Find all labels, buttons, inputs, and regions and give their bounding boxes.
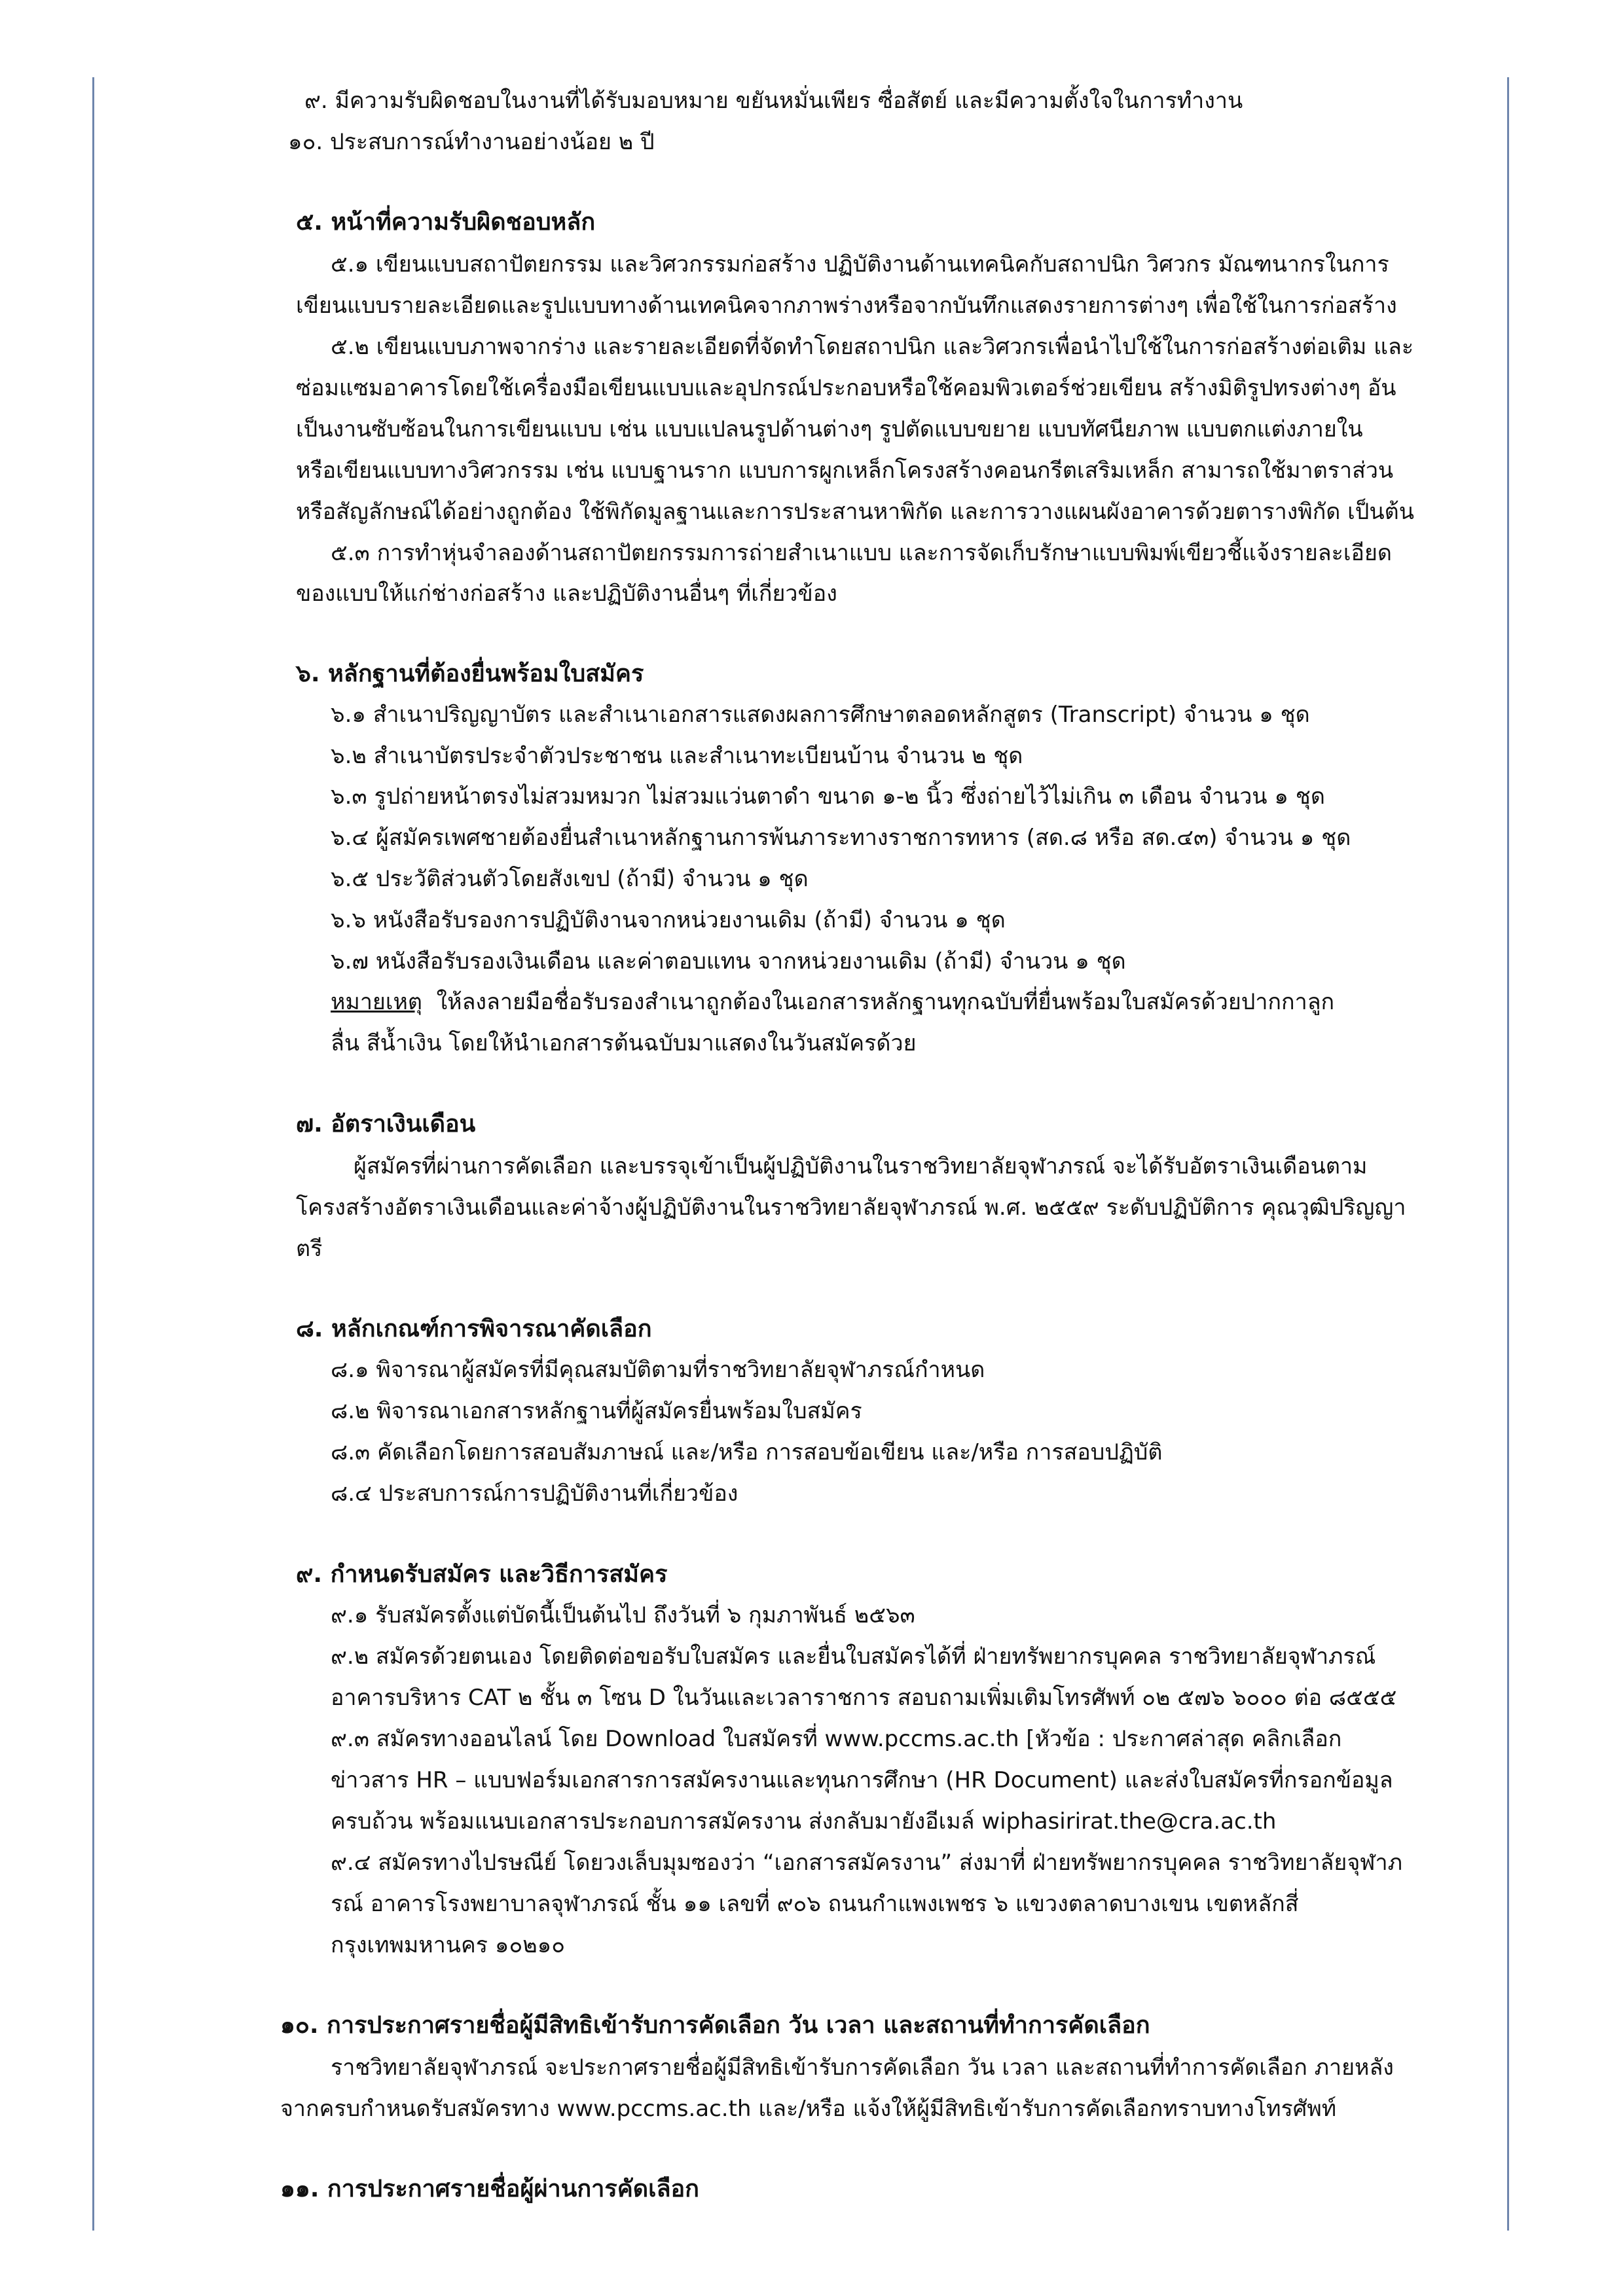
section-7-heading: ๗. อัตราเงินเดือน: [296, 1111, 476, 1138]
section-9-line: รณ์ อาคารโรงพยาบาลจุฬาภรณ์ ชั้น ๑๑ เลขที่ ๙๐๖ ถนนกำแพงเพชร ๖ แขวงตลาดบางเขน เขตหลักสี่: [331, 1891, 1299, 1917]
section-10-line: จากครบกำหนดรับสมัครทาง www.pccms.ac.th และ/หรือ แจ้งให้ผู้มีสิทธิเข้ารับการคัดเลือกทราบทางโทรศัพท์: [280, 2096, 1337, 2122]
section-8-item: ๘.๑ พิจารณาผู้สมัครที่มีคุณสมบัติตามที่ราชวิทยาลัยจุฬาภรณ์กำหนด: [331, 1357, 985, 1383]
section-9-line: ๙.๔ สมัครทางไปรษณีย์ โดยวงเล็บมุมซองว่า “เอกสารสมัครงาน” ส่งมาที่ ฝ่ายทรัพยากรบุคคล ราชวิทยาลัยจุฬาภ: [331, 1850, 1402, 1876]
section-5-line: ซ่อมแซมอาคารโดยใช้เครื่องมือเขียนแบบและอุปกรณ์ประกอบหรือใช้คอมพิวเตอร์ช่วยเขียน สร้างมิติรูปทรงต่างๆ อัน: [296, 375, 1396, 401]
section-6-item: ๖.๓ รูปถ่ายหน้าตรงไม่สวมหมวก ไม่สวมแว่นตาดำ ขนาด ๑-๒ นิ้ว ซึ่งถ่ายไว้ไม่เกิน ๓ เดือน จำนวน ๑ ชุด: [331, 783, 1325, 810]
section-5-line: หรือสัญลักษณ์ได้อย่างถูกต้อง ใช้พิกัดมูลฐานและการประสานหาพิกัด และการวางแผนผังอาคารด้วยตารางพิกัด เป็นต้น: [296, 499, 1414, 525]
section-5-heading: ๕. หน้าที่ความรับผิดชอบหลัก: [296, 209, 596, 236]
section-6-item: ๖.๗ หนังสือรับรองเงินเดือน และค่าตอบแทน จากหน่วยงานเดิม (ถ้ามี) จำนวน ๑ ชุด: [331, 948, 1126, 975]
section-6-item: ๖.๕ ประวัติส่วนตัวโดยสังเขป (ถ้ามี) จำนวน ๑ ชุด: [331, 866, 809, 892]
section-6-item: ๖.๔ ผู้สมัครเพศชายต้องยื่นสำเนาหลักฐานการพ้นภาระทางราชการทหาร (สด.๘ หรือ สด.๔๓) จำนวน ๑ ชุด: [331, 825, 1351, 851]
section-6-note-cont: ลื่น สีน้ำเงิน โดยให้นำเอกสารต้นฉบับมาแสดงในวันสมัครด้วย: [331, 1030, 917, 1056]
section-8-item: ๘.๒ พิจารณาเอกสารหลักฐานที่ผู้สมัครยื่นพร้อมใบสมัคร: [331, 1398, 862, 1424]
section-10-heading: ๑๐. การประกาศรายชื่อผู้มีสิทธิเข้ารับการคัดเลือก วัน เวลา และสถานที่ทำการคัดเลือก: [280, 2012, 1150, 2039]
section-5-line: เป็นงานซับซ้อนในการเขียนแบบ เช่น แบบแปลนรูปด้านต่างๆ รูปตัดแบบขยาย แบบทัศนียภาพ แบบตกแต่งภายใน: [296, 416, 1363, 442]
section-8-item: ๘.๔ ประสบการณ์การปฏิบัติงานที่เกี่ยวข้อง: [331, 1480, 739, 1507]
section-9-line: อาคารบริหาร CAT ๒ ชั้น ๓ โซน D ในวันและเวลาราชการ สอบถามเพิ่มเติมโทรศัพท์ ๐๒ ๕๗๖ ๖๐๐๐ ต่อ ๘๕๕๕: [331, 1685, 1397, 1711]
section-9-line: กรุงเทพมหานคร ๑๐๒๑๐: [331, 1932, 565, 1958]
section-5-line: เขียนแบบรายละเอียดและรูปแบบทางด้านเทคนิคจากภาพร่างหรือจากบันทึกแสดงรายการต่างๆ เพื่อใช้ในการก่อสร้าง: [296, 293, 1397, 319]
section-8-item: ๘.๓ คัดเลือกโดยการสอบสัมภาษณ์ และ/หรือ การสอบข้อเขียน และ/หรือ การสอบปฏิบัติ: [331, 1439, 1163, 1465]
section-9-line: ๙.๑ รับสมัครตั้งแต่บัดนี้เป็นต้นไป ถึงวันที่ ๖ กุมภาพันธ์ ๒๕๖๓: [331, 1602, 915, 1628]
note-text: ให้ลงลายมือชื่อรับรองสำเนาถูกต้องในเอกสารหลักฐานทุกฉบับที่ยื่นพร้อมใบสมัครด้วยปากกาลูก: [436, 989, 1335, 1015]
note-label: หมายเหตุ: [331, 989, 422, 1015]
qualification-10: ๑๐. ประสบการณ์ทำงานอย่างน้อย ๒ ปี: [288, 129, 655, 155]
section-11-heading: ๑๑. การประกาศรายชื่อผู้ผ่านการคัดเลือก: [280, 2176, 699, 2202]
section-5-line: ของแบบให้แก่ช่างก่อสร้าง และปฏิบัติงานอื่นๆ ที่เกี่ยวข้อง: [296, 581, 837, 607]
section-8-heading: ๘. หลักเกณฑ์การพิจารณาคัดเลือก: [296, 1316, 652, 1342]
section-5-line: ๕.๑ เขียนแบบสถาปัตยกรรม และวิศวกรรมก่อสร้าง ปฏิบัติงานด้านเทคนิคกับสถาปนิก วิศวกร มัณฑนากรในการ: [331, 251, 1389, 278]
section-9-line: ครบถ้วน พร้อมแนบเอกสารประกอบการสมัครงาน ส่งกลับมายังอีเมล์ wiphasirirat.the@cra.ac.th: [331, 1808, 1277, 1835]
section-9-line: ๙.๓ สมัครทางออนไลน์ โดย Download ใบสมัครที่ www.pccms.ac.th [หัวข้อ : ประกาศล่าสุด คลิกเลือก: [331, 1726, 1342, 1752]
qualification-9: ๙. มีความรับผิดชอบในงานที่ได้รับมอบหมาย ขยันหมั่นเพียร ซื่อสัตย์ และมีความตั้งใจในการทำงาน: [304, 88, 1243, 114]
section-6-item: ๖.๑ สำเนาปริญญาบัตร และสำเนาเอกสารแสดงผลการศึกษาตลอดหลักสูตร (Transcript) จำนวน ๑ ชุด: [331, 702, 1310, 728]
section-6-item: ๖.๒ สำเนาบัตรประจำตัวประชาชน และสำเนาทะเบียนบ้าน จำนวน ๒ ชุด: [331, 743, 1023, 769]
section-7-line: ผู้สมัครที่ผ่านการคัดเลือก และบรรจุเข้าเป็นผู้ปฏิบัติงานในราชวิทยาลัยจุฬาภรณ์ จะได้รับอัตราเงินเดือนตาม: [354, 1153, 1368, 1179]
section-6-item: ๖.๖ หนังสือรับรองการปฏิบัติงานจากหน่วยงานเดิม (ถ้ามี) จำนวน ๑ ชุด: [331, 907, 1006, 933]
section-6-note: [331, 991, 1334, 1013]
section-7-line: ตรี: [296, 1236, 323, 1262]
section-9-line: ๙.๒ สมัครด้วยตนเอง โดยติดต่อขอรับใบสมัคร และยื่นใบสมัครได้ที่ ฝ่ายทรัพยากรบุคคล ราชวิทยาลัยจุฬาภรณ์: [331, 1643, 1376, 1670]
section-7-line: โครงสร้างอัตราเงินเดือนและค่าจ้างผู้ปฏิบัติงานในราชวิทยาลัยจุฬาภรณ์ พ.ศ. ๒๕๕๙ ระดับปฏิบัติการ คุณวุฒิปริญญา: [296, 1194, 1406, 1221]
section-5-line: หรือเขียนแบบทางวิศวกรรม เช่น แบบฐานราก แบบการผูกเหล็กโครงสร้างคอนกรีตเสริมเหล็ก สามารถใช้มาตราส่วน: [296, 457, 1394, 484]
section-10-line: ราชวิทยาลัยจุฬาภรณ์ จะประกาศรายชื่อผู้มีสิทธิเข้ารับการคัดเลือก วัน เวลา และสถานที่ทำการคัดเลือก ภายหลัง: [331, 2054, 1394, 2081]
section-5-line: ๕.๒ เขียนแบบภาพจากร่าง และรายละเอียดที่จัดทำโดยสถาปนิก และวิศวกรเพื่อนำไปใช้ในการก่อสร้างต่อเติม และ: [331, 334, 1414, 360]
section-9-line: ข่าวสาร HR – แบบฟอร์มเอกสารการสมัครงานและทุนการศึกษา (HR Document) และส่งใบสมัครที่กรอกข้อมูล: [331, 1767, 1393, 1793]
section-9-heading: ๙. กำหนดรับสมัคร และวิธีการสมัคร: [296, 1561, 668, 1588]
section-5-line: ๕.๓ การทำหุ่นจำลองด้านสถาปัตยกรรมการถ่ายสำเนาแบบ และการจัดเก็บรักษาแบบพิมพ์เขียวชี้แจ้งรายละเอียด: [331, 540, 1392, 566]
section-6-heading: ๖. หลักฐานที่ต้องยื่นพร้อมใบสมัคร: [296, 660, 644, 687]
